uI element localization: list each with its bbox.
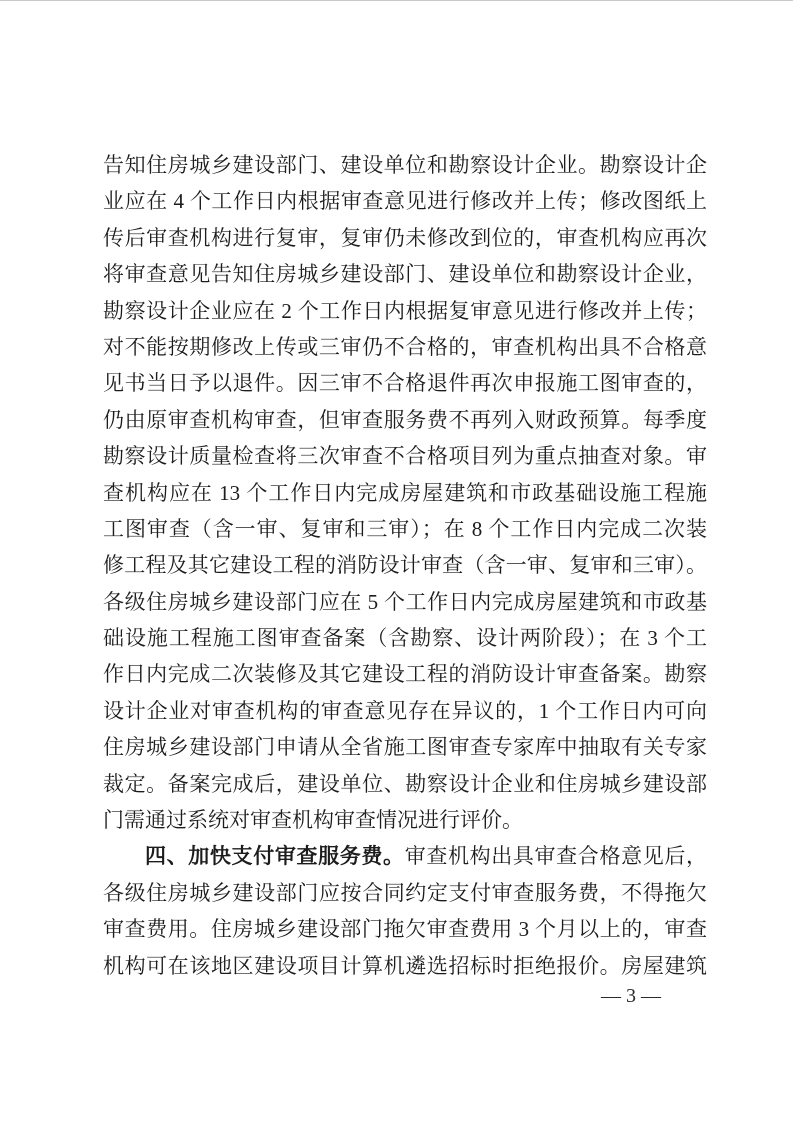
text-line: 各级住房城乡建设部门应在 5 个工作日内完成房屋建筑和市政基: [103, 589, 707, 614]
text-line: 审查费用。住房城乡建设部门拖欠审查费用 3 个月以上的，审查: [103, 917, 707, 942]
text-line: 机构可在该地区建设项目计算机遴选招标时拒绝报价。房屋建筑: [103, 953, 707, 978]
text-line: 工图审查（含一审、复审和三审）；在 8 个工作日内完成二次装: [103, 516, 707, 541]
text-line: 修工程及其它建设工程的消防设计审查（含一审、复审和三审）。: [103, 553, 707, 578]
text-line: 勘察设计质量检查将三次审查不合格项目列为重点抽查对象。审: [103, 444, 707, 469]
text-line: 裁定。备案完成后，建设单位、勘察设计企业和住房城乡建设部: [103, 771, 707, 796]
text-line: 查机构应在 13 个工作日内完成房屋建筑和市政基础设施工程施: [103, 480, 707, 505]
text-line: 仍由原审查机构审查，但审查服务费不再列入财政预算。每季度: [103, 407, 707, 432]
text-line: 传后审查机构进行复审，复审仍未修改到位的，审查机构应再次: [103, 225, 707, 250]
text-line: 础设施工程施工图审查备案（含勘察、设计两阶段）；在 3 个工: [103, 626, 707, 651]
section-heading-rest: 审查机构出具审查合格意见后，: [404, 844, 707, 869]
text-line: 作日内完成二次装修及其它建设工程的消防设计审查备案。勘察: [103, 662, 707, 687]
page-number: — 3 —: [601, 985, 661, 1007]
text-line: 住房城乡建设部门申请从全省施工图审查专家库中抽取有关专家: [103, 735, 707, 760]
text-line: 对不能按期修改上传或三审仍不合格的，审查机构出具不合格意: [103, 334, 707, 359]
text-line: 各级住房城乡建设部门应按合同约定支付审查服务费，不得拖欠: [103, 880, 707, 905]
text-line-paragraph-end: 门需通过系统对审查机构审查情况进行评价。: [103, 808, 523, 833]
text-line: 勘察设计企业应在 2 个工作日内根据复审意见进行修改并上传；: [103, 298, 707, 323]
text-line: 告知住房城乡建设部门、建设单位和勘察设计企业。勘察设计企: [103, 153, 707, 177]
text-line: 见书当日予以退件。因三审不合格退件再次申报施工图审查的，: [103, 371, 707, 396]
section-heading-line: [103, 838, 707, 874]
section-heading-bold: 四、加快支付审查服务费。: [145, 845, 405, 869]
text-line: 设计企业对审查机构的审查意见存在异议的，1 个工作日内可向: [103, 698, 707, 723]
text-line: 将审查意见告知住房城乡建设部门、建设单位和勘察设计企业，: [103, 262, 707, 287]
body-text-block: [103, 147, 707, 984]
text-line: 业应在 4 个工作日内根据审查意见进行修改并上传；修改图纸上: [103, 189, 707, 214]
